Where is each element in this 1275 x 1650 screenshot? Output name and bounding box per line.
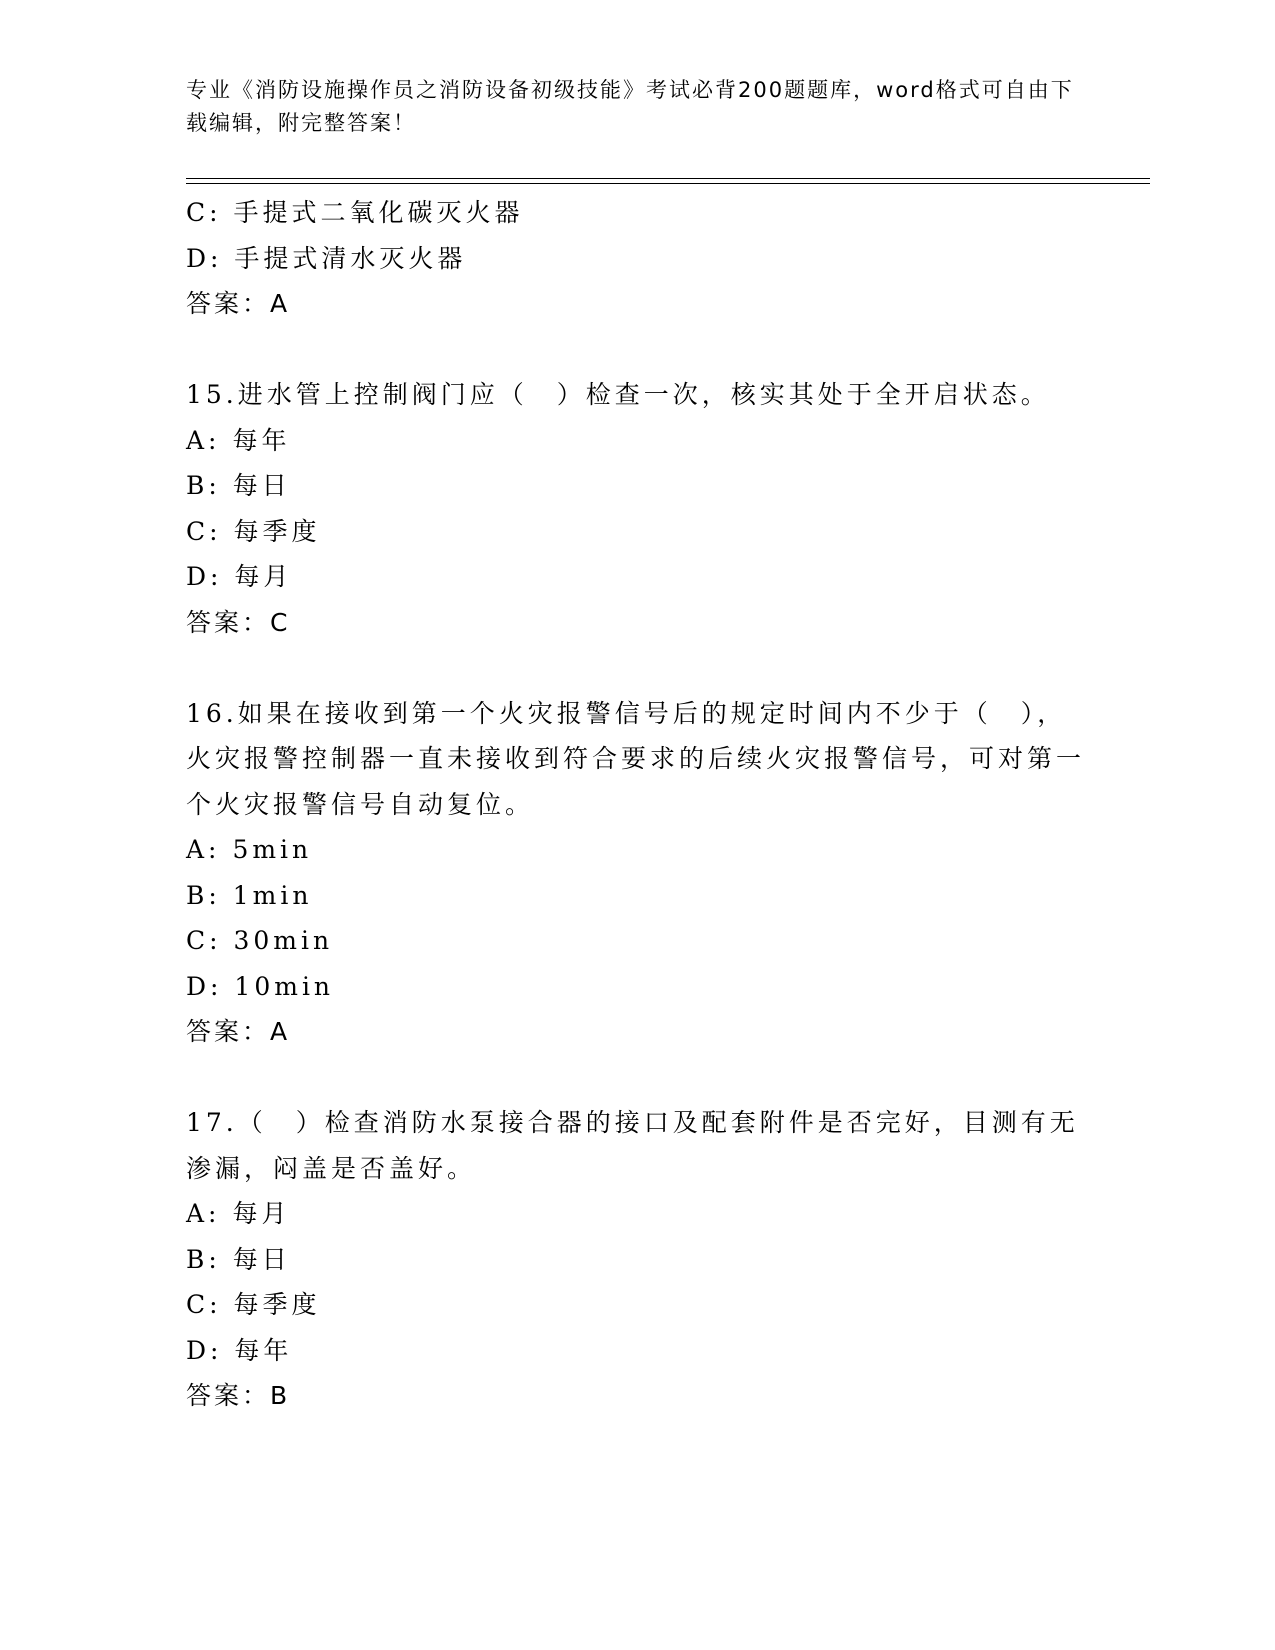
option-label: C: [186, 1290, 234, 1319]
option-d [186, 554, 1086, 600]
option-d [186, 1328, 1086, 1374]
option-label: C: [186, 926, 234, 955]
question-15 [186, 372, 1086, 645]
question-list [186, 190, 1086, 1419]
option-label: B: [186, 880, 233, 910]
option-b [186, 463, 1086, 509]
header-divider-bottom [186, 183, 1150, 184]
option-text: 每年 [234, 1335, 293, 1365]
option-a [186, 827, 1086, 873]
option-label: D: [186, 1335, 235, 1365]
question-16 [186, 691, 1086, 1055]
option-d [186, 236, 1086, 282]
option-label: B: [186, 1244, 233, 1274]
option-label: C: [186, 516, 234, 546]
header-divider-top [186, 178, 1150, 179]
option-c [186, 509, 1086, 555]
option-label: D: [186, 971, 235, 1001]
option-c [186, 918, 1086, 964]
option-text: 每月 [234, 562, 293, 591]
option-c [186, 1282, 1086, 1328]
question-stem: 15.进水管上控制阀门应（ ）检查一次，核实其处于全开启状态。 [186, 380, 1050, 409]
option-text: 10min [234, 971, 335, 1001]
question-stem: 16.如果在接收到第一个火灾报警信号后的规定时间内不少于（ ），火灾报警控制器一直未接收到符合要求的后续火灾报警信号，可对第一个火灾报警信号自动复位。 [186, 698, 1086, 819]
option-a [186, 1191, 1086, 1237]
option-text: 1min [232, 880, 313, 910]
option-text: 手提式二氧化碳灭火器 [233, 198, 524, 227]
answer-line: 答案：A [186, 1017, 291, 1046]
option-text: 30min [233, 926, 334, 955]
answer-line: 答案：C [186, 607, 291, 637]
option-label: B: [186, 471, 233, 500]
option-label: D: [186, 243, 235, 273]
option-b [186, 873, 1086, 919]
document-header: 专业《消防设施操作员之消防设备初级技能》考试必背200题题库，word格式可自由下载编辑，附完整答案！ [186, 78, 1074, 135]
option-label: A: [186, 835, 233, 864]
option-label: A: [186, 1199, 233, 1228]
option-text: 每日 [232, 471, 291, 500]
option-b [186, 1237, 1086, 1283]
option-text: 每季度 [233, 1290, 321, 1319]
option-d [186, 964, 1086, 1010]
option-label: A: [186, 425, 233, 455]
option-text: 每季度 [233, 516, 321, 546]
question-stem: 17.（ ）检查消防水泵接合器的接口及配套附件是否完好，目测有无渗漏，闷盖是否盖好。 [186, 1108, 1079, 1183]
option-label: C: [186, 198, 234, 227]
answer-line: 答案：A [186, 289, 291, 318]
previous-question-tail [186, 190, 1086, 327]
option-text: 每日 [232, 1244, 291, 1274]
option-text: 每年 [232, 425, 291, 455]
option-label: D: [186, 562, 235, 591]
option-a [186, 418, 1086, 464]
option-text: 每月 [232, 1199, 291, 1228]
option-text: 5min [232, 835, 313, 864]
question-17 [186, 1100, 1086, 1419]
answer-line: 答案：B [186, 1381, 291, 1410]
option-text: 手提式清水灭火器 [234, 243, 467, 273]
option-c [186, 190, 1086, 236]
